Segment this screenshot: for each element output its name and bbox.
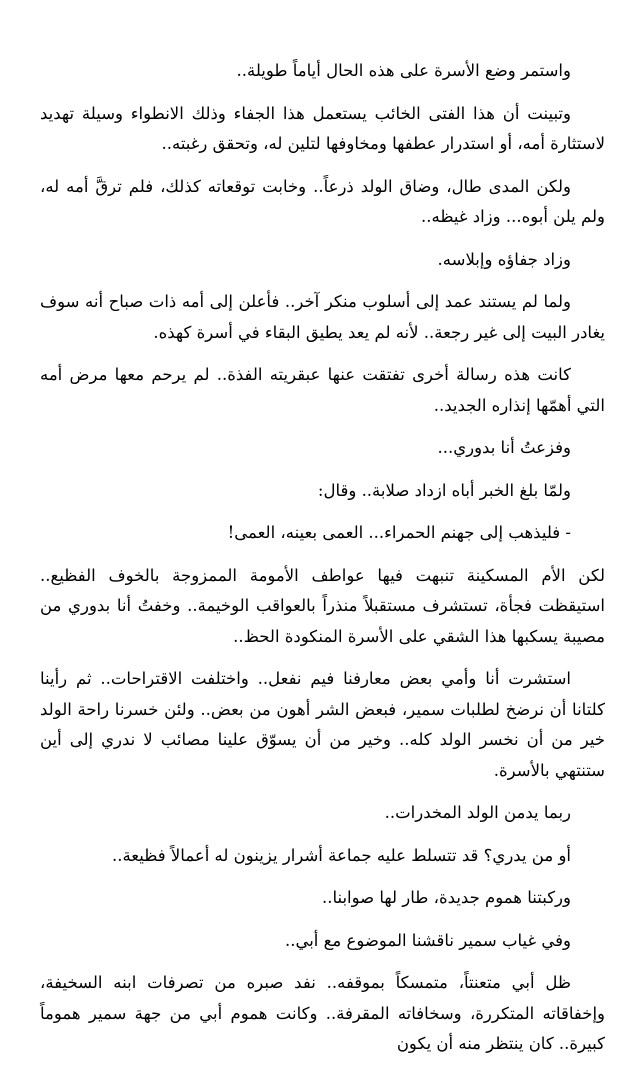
paragraph-1: واستمر وضع الأسرة على هذه الحال أياماً طويلة.. — [236, 61, 571, 80]
paragraph-3: ولكن المدى طال، وضاق الولد ذرعاً.. وخابت توقعاته كذلك، فلم ترقَّ أمه له، ولم يلن أبوه... وزاد غيظه.. — [40, 176, 605, 226]
paragraph-14: وركبتنا هموم جديدة، طار لها صوابنا.. — [321, 888, 571, 907]
paragraph-10: لكن الأم المسكينة تنبهت فيها عواطف الأمومة الممزوجة بالخوف الفظيع.. استيقظت فجأة، تستشرف مستقبلاً منذراً بالعواقب الوخيمة.. وخفتُ أنا بدوري من مصيبة يسكبها هذا الشقي على الأسرة المنكودة الحظ.. — [40, 565, 605, 646]
paragraph-2: وتبينت أن هذا الفتى الخائب يستعمل هذا الجفاء وذلك الانطواء وسيلة تهديد لاستثارة أمه، أو استدرار عطفها ومخاوفها لتلين له، وتحقق رغبته.. — [40, 103, 605, 153]
paragraph-8: ولمّا بلغ الخبر أباه ازداد صلابة.. وقال: — [317, 480, 571, 500]
paragraph-9: - فليذهب إلى جهنم الحمراء... العمى بعينه، العمى! — [227, 523, 571, 542]
paragraph-16: ظل أبي متعنتاً، متمسكاً بموقفه.. نفد صبره من تصرفات ابنه السخيفة، وإخفاقاته المتكررة، وسخافاته المقرفة.. وكانت هموم أبي من جهة سمير هموماً كبيرة.. كان ينتظر منه أن يكون — [40, 973, 605, 1053]
paragraph-12: ربما يدمن الولد المخدرات.. — [384, 803, 571, 822]
document-page — [40, 56, 605, 1072]
paragraph-5: ولما لم يستند عمد إلى أسلوب منكر آخر.. فأعلن إلى أمه ذات صباح أنه سوف يغادر البيت إلى غير رجعة.. لأنه لم يعد يطيق البقاء في أسرة كهذه. — [40, 292, 605, 342]
paragraph-13: أو من يدري؟ قد تتسلط عليه جماعة أشرار يزينون له أعمالاً فظيعة.. — [111, 845, 571, 865]
paragraph-6: كانت هذه رسالة أخرى تفتقت عنها عبقريته الفذة.. لم يرحم معها مرض أمه التي أهمّها إنذاره الجديد.. — [40, 365, 605, 415]
paragraph-11: استشرت أنا وأمي بعض معارفنا فيم نفعل.. واختلفت الاقتراحات.. ثم رأينا كلتانا أن نرضخ لطلبات سمير، فبعض الشر أهون من بعض.. ولئن خسرنا راحة الولد خير من أن نخسر الولد كله.. وخير من أن يسوّق علينا مصائب لا ندري إلى أين ستنتهي بالأسرة. — [40, 669, 605, 780]
paragraph-7: وفزعتُ أنا بدوري... — [437, 438, 571, 457]
paragraph-4: وزاد جفاؤه وإبلاسه. — [437, 249, 571, 269]
paragraph-15: وفي غياب سمير ناقشنا الموضوع مع أبي.. — [284, 930, 571, 950]
